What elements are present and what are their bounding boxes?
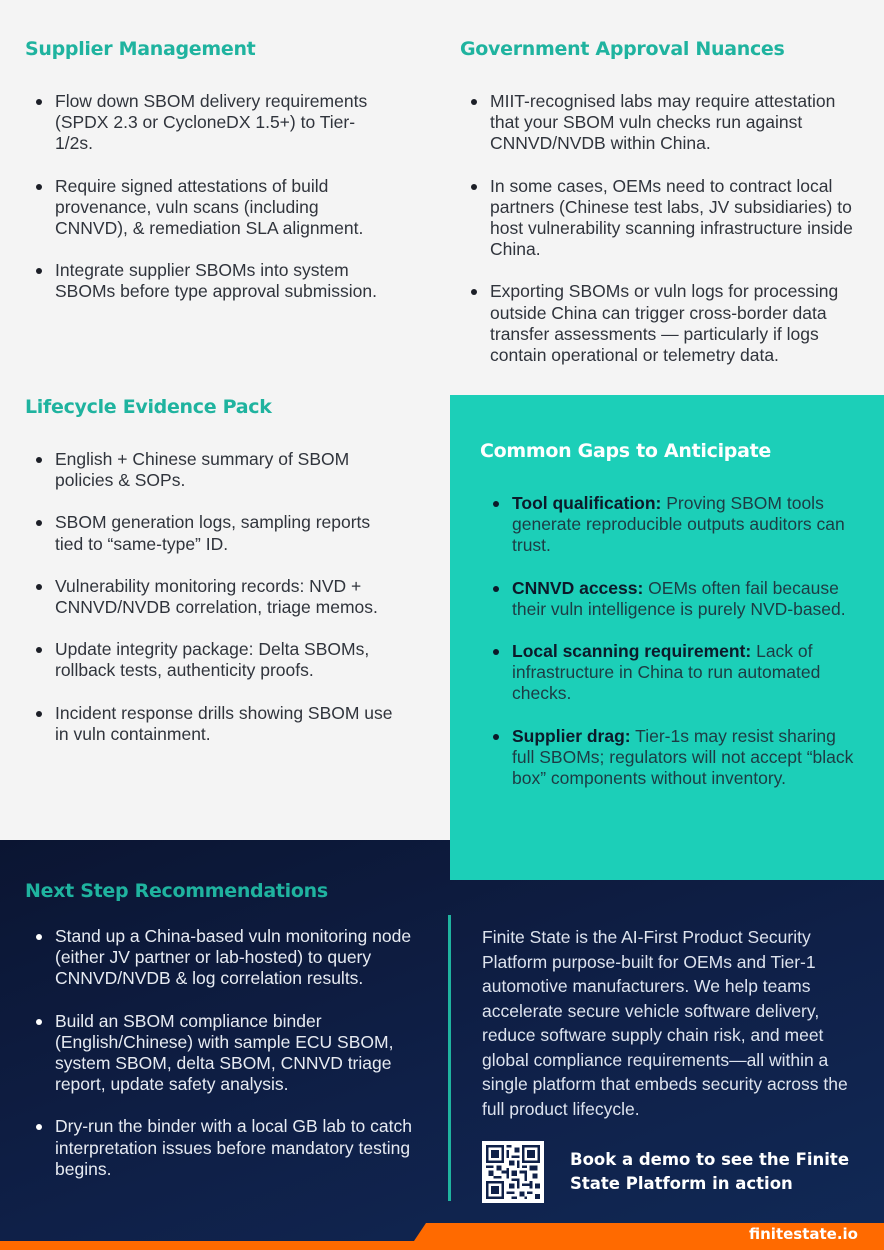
next-steps-list xyxy=(55,926,430,1201)
section-title-lifecycle-evidence: Lifecycle Evidence Pack xyxy=(25,396,272,418)
list-item xyxy=(512,493,857,557)
qr-code-icon[interactable] xyxy=(482,1141,544,1203)
list-item: Integrate supplier SBOMs into system SBOMs before type approval submission. xyxy=(55,260,385,302)
gap-text: Lack of infrastructure in China to run automated checks. xyxy=(512,641,821,704)
next-steps-band xyxy=(0,840,884,1250)
lifecycle-evidence-list xyxy=(55,449,395,766)
section-title-supplier-management: Supplier Management xyxy=(25,38,256,60)
footer-website-link[interactable]: finitestate.io xyxy=(749,1225,858,1243)
list-item: Update integrity package: Delta SBOMs, rollback tests, authenticity proofs. xyxy=(55,639,395,681)
section-title-government-approval: Government Approval Nuances xyxy=(460,38,785,60)
list-item: Stand up a China-based vuln monitoring node (either JV partner or lab-hosted) to query CNNVD/NVDB & log correlation results. xyxy=(55,926,430,990)
gap-text: Tier-1s may resist sharing full SBOMs; regulators will not accept “black box” components without inventory. xyxy=(512,725,854,789)
list-item xyxy=(512,578,857,620)
gap-label: Local scanning requirement: xyxy=(512,641,752,662)
list-item xyxy=(512,726,857,790)
list-item: Dry-run the binder with a local GB lab to catch interpretation issues before mandatory testing begins. xyxy=(55,1116,430,1180)
common-gaps-list xyxy=(512,493,857,810)
gap-text: Proving SBOM tools generate reproducible outputs auditors can trust. xyxy=(512,493,845,556)
common-gaps-panel xyxy=(450,395,884,880)
list-item: Require signed attestations of build provenance, vuln scans (including CNNVD), & remediation SLA alignment. xyxy=(55,176,385,240)
government-approval-list xyxy=(490,91,860,387)
company-about-text: Finite State is the AI-First Product Security Platform purpose-built for OEMs and Tier-1 automotive manufacturers. We help teams accelerate secure vehicle software delivery, reduce software supply chain risk, and meet global compliance requirements—all within a single platform that embeds security across the full product lifecycle. xyxy=(482,927,848,1119)
list-item: English + Chinese summary of SBOM policies & SOPs. xyxy=(55,449,395,491)
gap-label: Tool qualification: xyxy=(512,493,662,513)
list-item: Vulnerability monitoring records: NVD + CNNVD/NVDB correlation, triage memos. xyxy=(55,576,395,618)
gap-text: OEMs often fail because their vuln intelligence is purely NVD-based. xyxy=(512,577,846,619)
gap-label: Supplier drag: xyxy=(512,725,631,746)
list-item: Flow down SBOM delivery requirements (SPDX 2.3 or CycloneDX 1.5+) to Tier-1/2s. xyxy=(55,91,385,155)
list-item: Exporting SBOMs or vuln logs for processing outside China can trigger cross-border data transfer assessments — particularly if logs contain operational or telemetry data. xyxy=(490,281,860,366)
book-demo-cta[interactable]: Book a demo to see the Finite State Platform in action xyxy=(570,1150,850,1193)
section-title-next-steps: Next Step Recommendations xyxy=(25,880,328,902)
list-item: In some cases, OEMs need to contract local partners (Chinese test labs, JV subsidiaries) to host vulnerability scanning infrastructure inside China. xyxy=(490,176,860,261)
list-item xyxy=(512,641,857,705)
list-item: Incident response drills showing SBOM use in vuln containment. xyxy=(55,703,395,745)
vertical-divider xyxy=(448,915,451,1201)
list-item: MIIT-recognised labs may require attestation that your SBOM vuln checks run against CNNVD/NVDB within China. xyxy=(490,91,860,155)
list-item: SBOM generation logs, sampling reports tied to “same-type” ID. xyxy=(55,512,395,554)
gap-label: CNNVD access: xyxy=(512,577,644,598)
supplier-management-list xyxy=(55,91,385,324)
qr-code-graphic xyxy=(486,1145,540,1199)
list-item: Build an SBOM compliance binder (English/Chinese) with sample ECU SBOM, system SBOM, delta SBOM, CNNVD triage report, update safety analysis. xyxy=(55,1011,430,1096)
section-title-common-gaps: Common Gaps to Anticipate xyxy=(480,440,771,462)
